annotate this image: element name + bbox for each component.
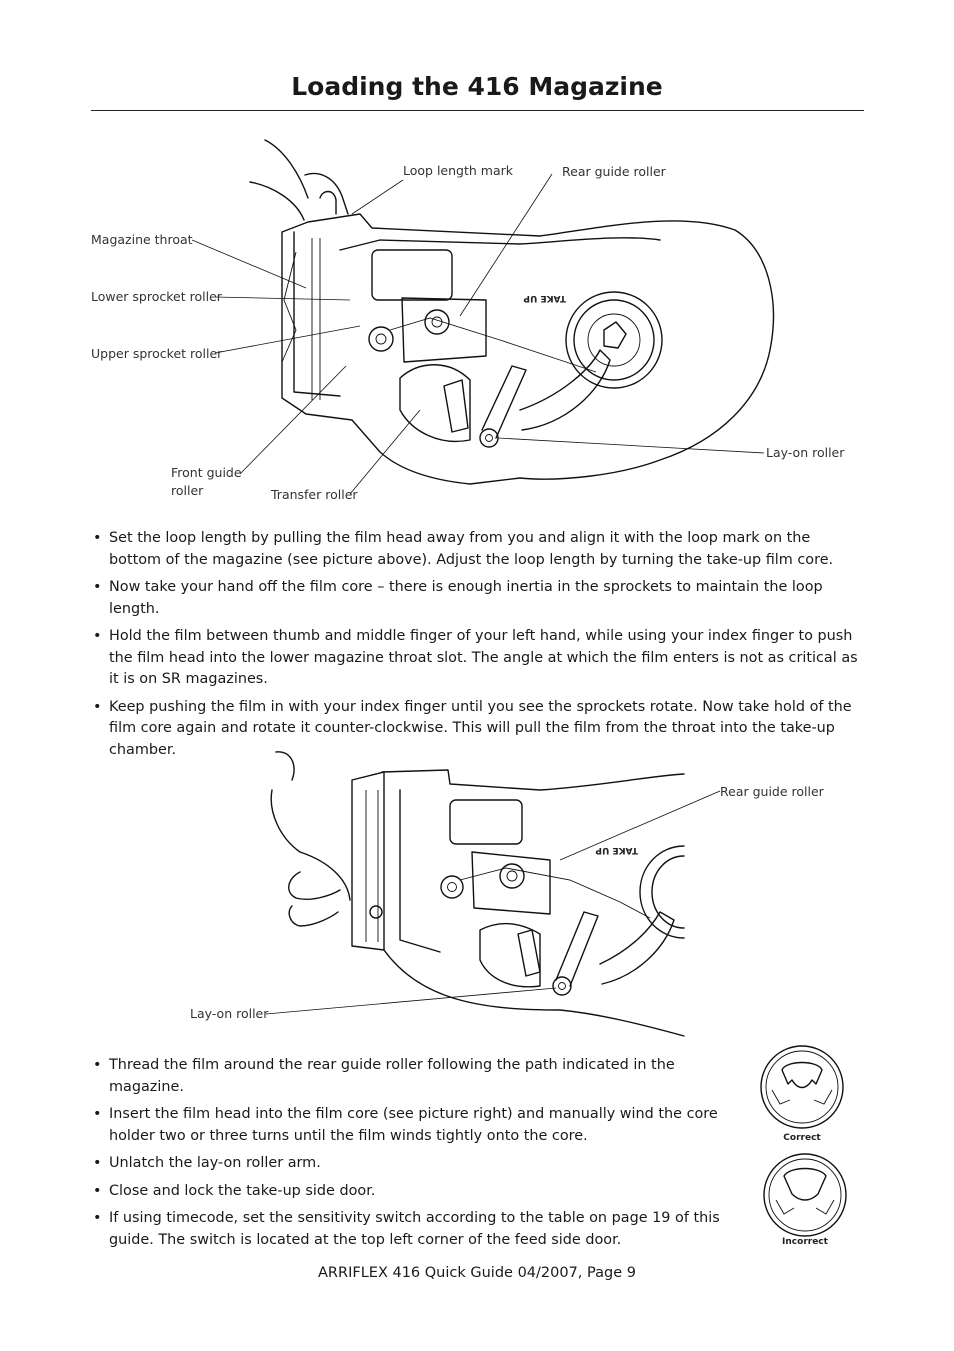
label-rear-guide-roller: Rear guide roller	[562, 164, 666, 179]
page-title: Loading the 416 Magazine	[291, 72, 663, 101]
list-item: • Hold the film between thumb and middle finger of your left hand, while using your index finger to push the film head into the lower magazine throat slot. The angle at which the film enters is not as critical as it is on SR magazines.	[91, 626, 861, 691]
core-incorrect-illustration	[764, 1154, 846, 1247]
list-item: • Close and lock the take-up side door.	[91, 1181, 751, 1203]
core-correct-illustration	[761, 1046, 843, 1143]
list-item: • Set the loop length by pulling the film head away from you and align it with the loop mark on the bottom of the magazine (see picture above). Adjust the loop length by turning the take-up film core.	[91, 528, 861, 571]
magazine-diagram-1	[0, 0, 954, 520]
page-footer: ARRIFLEX 416 Quick Guide 04/2007, Page 9	[318, 1265, 636, 1281]
label-lower-sprocket-roller: Lower sprocket roller	[91, 289, 222, 304]
list-item: • Thread the film around the rear guide roller following the path indicated in the magazine.	[91, 1055, 751, 1098]
label-lay-on-roller: Lay-on roller	[766, 445, 845, 460]
list-item: • Insert the film head into the film core (see picture right) and manually wind the core holder two or three turns until the film winds tightly onto the core.	[91, 1104, 751, 1147]
magazine-diagram-2	[0, 740, 954, 1070]
list-item: • Keep pushing the film in with your index finger until you see the sprockets rotate. Now take hold of the film core again and rotate it counter-clockwise. This will pull the film from the throat into the take-up chamber.	[91, 697, 861, 762]
label-transfer-roller: Transfer roller	[271, 487, 358, 502]
label-magazine-throat: Magazine throat	[91, 232, 193, 247]
list-item: • If using timecode, set the sensitivity switch according to the table on page 19 of this guide. The switch is located at the top left corner of the feed side door.	[91, 1208, 751, 1251]
list-item: • Now take your hand off the film core – there is enough inertia in the sprockets to maintain the loop length.	[91, 577, 861, 620]
label-lay-on-roller-2: Lay-on roller	[190, 1006, 269, 1021]
label-incorrect: Incorrect	[782, 1237, 828, 1247]
label-front-guide-roller-line2: roller	[171, 483, 204, 498]
list-item: • Unlatch the lay-on roller arm.	[91, 1153, 751, 1175]
label-loop-length-mark: Loop length mark	[403, 163, 513, 178]
label-correct: Correct	[783, 1133, 821, 1143]
bullet-list-1	[91, 528, 861, 767]
label-rear-guide-roller-2: Rear guide roller	[720, 784, 824, 799]
label-upper-sprocket-roller: Upper sprocket roller	[91, 346, 223, 361]
core-examples	[0, 1040, 954, 1250]
take-up-stamp-1: TAKE UP	[523, 293, 566, 303]
take-up-stamp-2: TAKE UP	[595, 845, 638, 855]
label-front-guide-roller-line1: Front guide	[171, 465, 242, 480]
